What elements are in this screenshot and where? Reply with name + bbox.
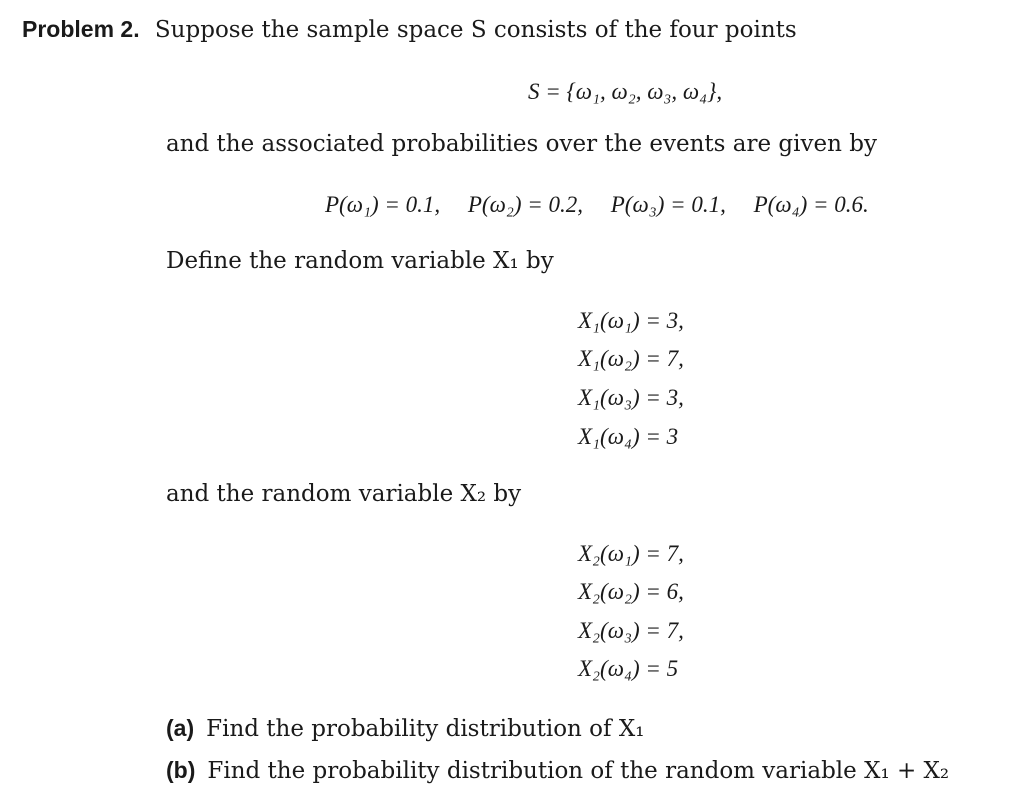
x1-value-4: X₁(ω₄) = 3 <box>578 424 679 449</box>
x2-value-1: X₂(ω₁) = 7, <box>578 541 684 566</box>
problem-intro: Suppose the sample space S consists of the four points <box>154 17 797 43</box>
x2-value-2: X₂(ω₂) = 6, <box>578 579 684 604</box>
part-b <box>166 759 949 783</box>
x2-value-4: X₂(ω₄) = 5 <box>578 656 679 681</box>
probability-intro: and the associated probabilities over the events are given by <box>166 131 877 157</box>
part-a <box>166 717 644 741</box>
part-a-label: (a) <box>166 715 195 741</box>
part-b-label: (b) <box>166 757 196 783</box>
x1-intro: Define the random variable X₁ by <box>166 248 554 274</box>
x1-value-1: X₁(ω₁) = 3, <box>578 308 684 333</box>
sample-space-equation: S = {ω₁, ω₂, ω₃, ω₄}, <box>528 79 723 104</box>
probability-w4: P(ω₄) = 0.6. <box>753 192 869 217</box>
probability-w1: P(ω₁) = 0.1, <box>325 192 441 217</box>
x1-value-2: X₁(ω₂) = 7, <box>578 346 684 371</box>
part-a-text: Find the probability distribution of X₁ <box>206 716 645 742</box>
probabilities-equation <box>325 193 869 216</box>
x2-value-3: X₂(ω₃) = 7, <box>578 618 684 643</box>
problem-label: Problem 2. <box>22 16 140 42</box>
x1-value-3: X₁(ω₃) = 3, <box>578 385 684 410</box>
x2-intro: and the random variable X₂ by <box>166 481 522 507</box>
problem-header <box>22 18 797 42</box>
probability-w2: P(ω₂) = 0.2, <box>467 192 583 217</box>
part-b-text: Find the probability distribution of the random variable X₁ + X₂ <box>207 758 950 784</box>
probability-w3: P(ω₃) = 0.1, <box>610 192 726 217</box>
